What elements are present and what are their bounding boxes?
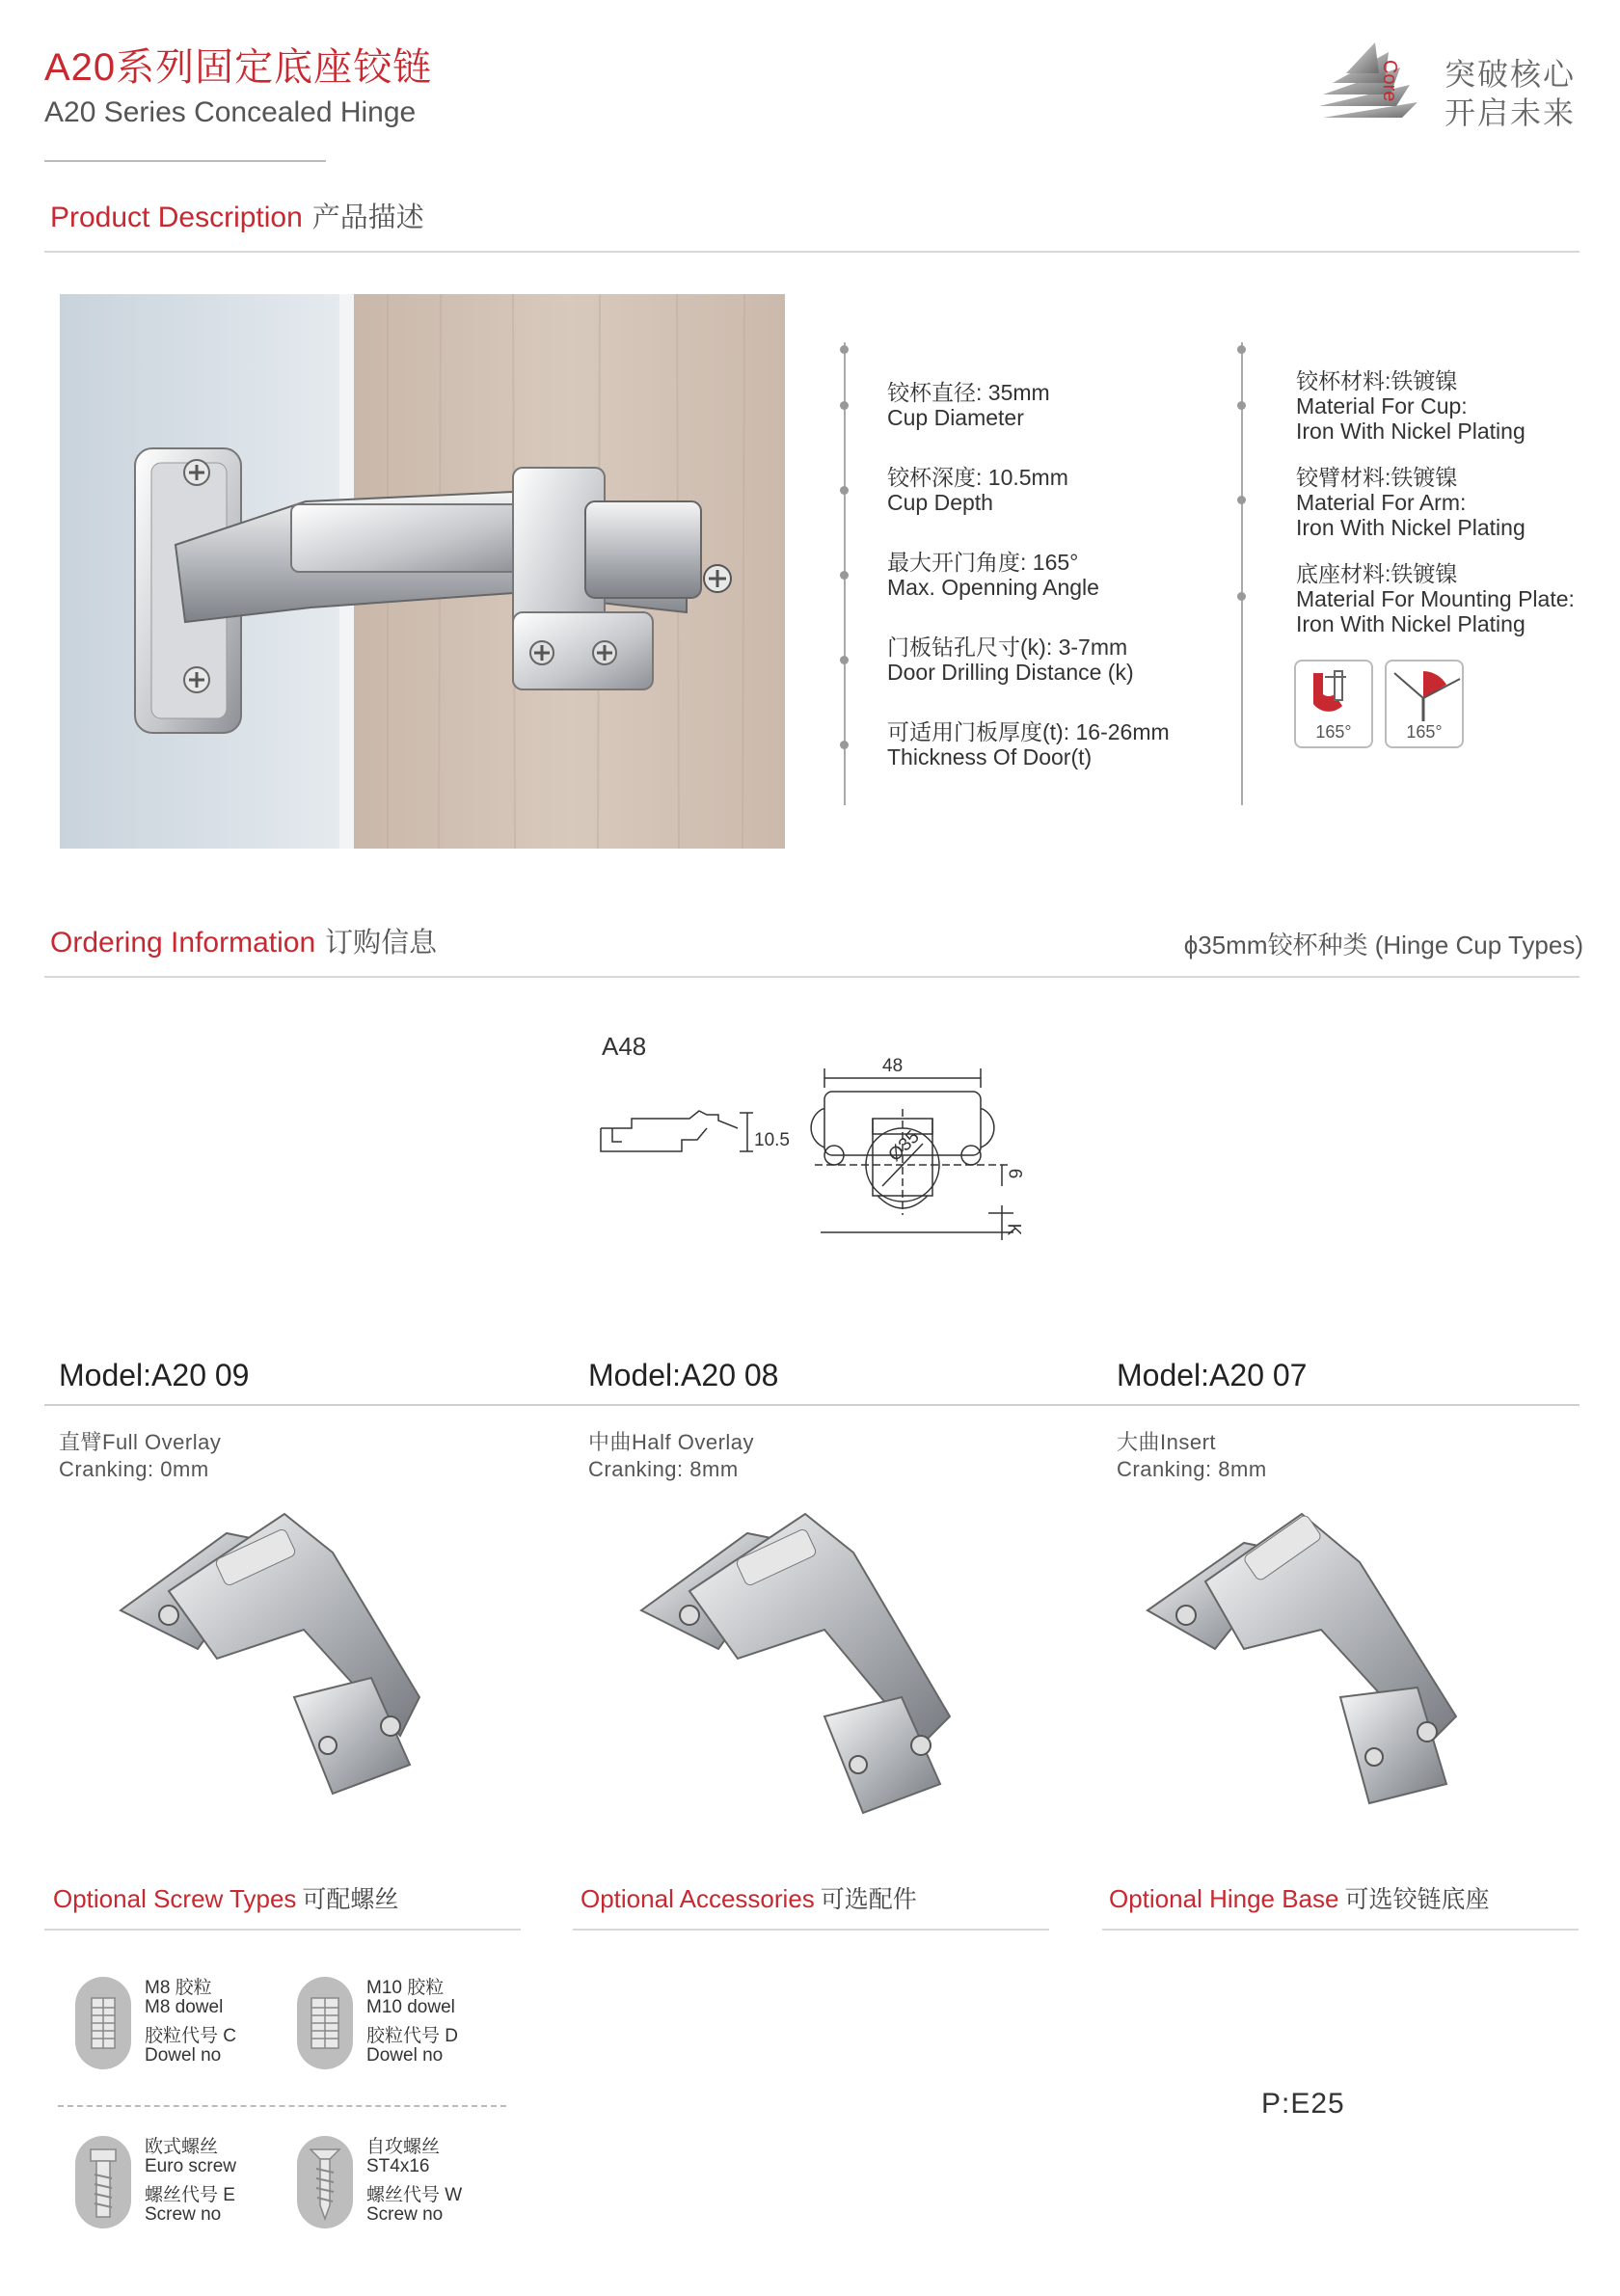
optional-divider [1102,1929,1579,1931]
opt-title-en: Optional Screw Types [53,1884,297,1913]
spec-cn: 铰杯材料:铁镀镍 [1296,368,1458,393]
screw-line: Screw no [145,2204,222,2225]
spec-arm-material [1296,465,1526,540]
brand-slogan-line1: 突破核心 [1444,57,1577,92]
brand-logo-icon [1313,39,1429,125]
spec-cup-diameter [887,380,1050,430]
opt-title-en: Optional Accessories [580,1884,815,1913]
opt-title-cn: 可选配件 [820,1886,917,1913]
dim-width-48: 48 [882,1056,904,1076]
section-divider [44,251,1580,253]
spec-opening-angle [887,550,1099,600]
screw-line: 螺丝代号 W [366,2185,463,2205]
page-title-cn: A20系列固定底座铰链 [44,46,433,89]
optional-divider [573,1929,1049,1931]
model-code: A20 09 [151,1358,250,1392]
page-title-en: A20 Series Concealed Hinge [44,96,417,128]
spec-dot [1237,592,1246,601]
page-number: P:E25 [1261,2088,1345,2120]
optional-hinge-base-title [1109,1880,1490,1915]
section-divider [44,976,1580,978]
spec-door-thickness [887,719,1170,770]
dowel-icon [297,1977,353,2069]
section-title-ordering-information [50,921,437,960]
hinge-cup-technical-drawing [593,1051,1037,1263]
spec-cn: 铰臂材料:铁镀镍 [1296,465,1458,490]
model-type: 大曲Insert [1117,1430,1217,1454]
spec-en: Max. Openning Angle [887,575,1099,600]
self-tapping-screw-icon [297,2136,353,2228]
section-title-en: Ordering Information [50,927,316,959]
spec-en: Door Drilling Distance (k) [887,660,1134,685]
screws-dashed-divider [58,2105,506,2107]
model-title-a20-08 [588,1358,778,1393]
spec-cup-material [1296,368,1526,444]
model-info-a20-09 [59,1429,221,1483]
hinge-image-a20-08 [632,1504,1008,1823]
angle-label: 165° [1406,722,1443,742]
opt-title-cn: 可配螺丝 [302,1886,399,1913]
screw-line: 胶粒代号 C [145,2026,237,2046]
spec-en: Iron With Nickel Plating [1296,611,1526,636]
opt-title-cn: 可选铰链底座 [1344,1886,1490,1913]
euro-screw-icon [75,2136,131,2228]
screw-m8-dowel [145,1979,236,2066]
screw-line: Screw no [366,2204,444,2225]
screw-line: M8 胶粒 [145,1978,212,1998]
model-cranking: Cranking: 8mm [588,1457,739,1481]
model-info-a20-07 [1117,1429,1267,1483]
spec-en: Cup Diameter [887,405,1024,430]
screw-line: 欧式螺丝 [145,2137,219,2157]
optional-divider [44,1929,521,1931]
spec-en: Material For Arm: [1296,490,1467,515]
spec-dot [840,345,849,354]
spec-en: Iron With Nickel Plating [1296,419,1526,444]
optional-screw-types-title [53,1880,398,1915]
section-title-en: Product Description [50,202,303,233]
model-cranking: Cranking: 0mm [59,1457,209,1481]
angle-label: 165° [1315,722,1352,742]
spec-en: Thickness Of Door(t) [887,744,1093,770]
spec-cn: 门板钻孔尺寸(k): 3-7mm [887,635,1128,660]
model-cranking: Cranking: 8mm [1117,1457,1267,1481]
spec-en: Material For Cup: [1296,393,1468,419]
spec-en: Material For Mounting Plate: [1296,586,1575,611]
title-underline [44,160,326,162]
model-title-a20-09 [59,1358,249,1393]
spec-dot [840,486,849,495]
spec-cup-depth [887,465,1068,515]
dim-diameter-35: Ø35 [884,1126,924,1166]
spec-cn: 铰杯直径: 35mm [887,380,1050,405]
section-title-cn: 产品描述 [311,203,424,233]
hinge-cup-types-label: ϕ35mm铰杯种类 (Hinge Cup Types) [1183,931,1583,959]
spec-en: Cup Depth [887,490,993,515]
model-label: Model: [59,1358,152,1392]
model-type: 直臂Full Overlay [59,1430,222,1454]
screw-line: ST4x16 [366,2156,430,2176]
dowel-icon [75,1977,131,2069]
model-code: A20 07 [1209,1358,1308,1392]
screw-line: M10 dowel [366,1997,455,2017]
spec-dot [840,656,849,664]
optional-accessories-title [580,1880,917,1915]
models-divider [44,1404,1580,1406]
screw-line: 自攻螺丝 [366,2137,441,2157]
model-title-a20-07 [1117,1358,1307,1393]
spec-dot [1237,401,1246,410]
screw-line: Euro screw [145,2156,237,2176]
spec-dot [1237,496,1246,504]
dim-offset-6: 6 [1004,1168,1025,1179]
spec-plate-material [1296,561,1575,636]
dim-depth-10-5: 10.5 [754,1130,790,1150]
screw-euro [145,2138,236,2225]
screw-m10-dowel [366,1979,458,2066]
section-title-product-description [50,196,424,235]
opt-title-en: Optional Hinge Base [1109,1884,1339,1913]
screw-line: M8 dowel [145,1997,224,2017]
screw-line: 螺丝代号 E [145,2185,235,2205]
cup-model-label: A48 [602,1032,647,1061]
spec-cn: 底座材料:铁镀镍 [1296,561,1458,586]
dim-k: K [1003,1223,1024,1236]
hinge-image-a20-07 [1138,1504,1514,1823]
spec-cn: 可适用门板厚度(t): 16-26mm [887,719,1170,744]
product-photo [60,294,785,849]
spec-cn: 铰杯深度: 10.5mm [887,465,1068,490]
model-info-a20-08 [588,1429,754,1483]
spec-drilling-distance [887,635,1134,685]
spec-dot [1237,345,1246,354]
opening-angle-icon [1294,660,1373,748]
spec-dot [840,571,849,580]
spec-dot [840,741,849,749]
spec-cn: 最大开门角度: 165° [887,550,1079,575]
screw-line: Dowel no [145,2045,222,2066]
spec-en: Iron With Nickel Plating [1296,515,1526,540]
model-label: Model: [1117,1358,1210,1392]
brand-core-text: Core [1379,60,1400,102]
screw-line: Dowel no [366,2045,444,2066]
model-code: A20 08 [681,1358,779,1392]
spec-column-line-right [1241,342,1243,805]
screw-line: 胶粒代号 D [366,2026,459,2046]
model-type: 中曲Half Overlay [588,1430,755,1454]
hinge-image-a20-09 [111,1504,487,1823]
model-label: Model: [588,1358,682,1392]
opening-angle-diagram-icon [1385,660,1464,748]
screw-line: M10 胶粒 [366,1978,445,1998]
brand-slogan-line2: 开启未来 [1444,95,1577,130]
screw-self-tapping [366,2138,462,2225]
section-title-cn: 订购信息 [325,928,438,959]
spec-dot [840,401,849,410]
